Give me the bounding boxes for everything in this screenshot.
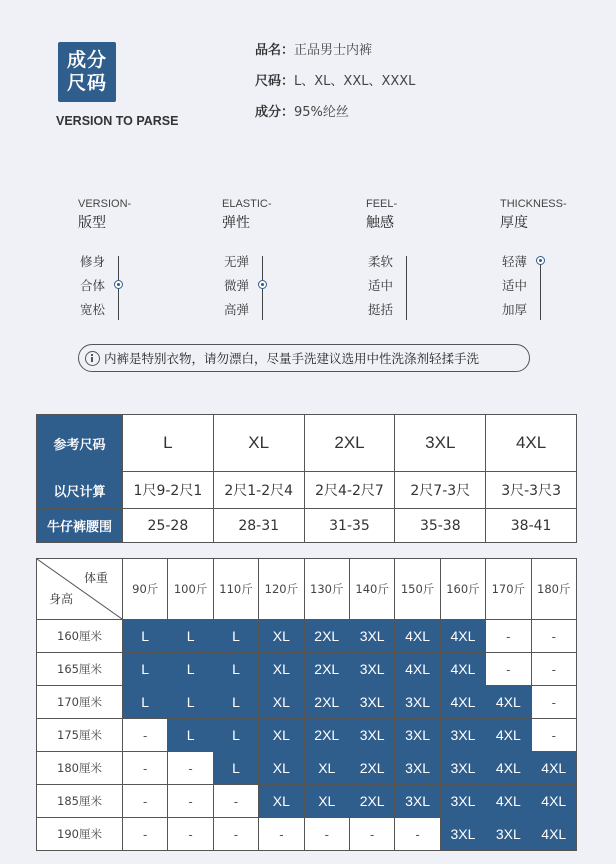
- fit-cell: 3XL: [440, 719, 485, 752]
- fit-cell: 3XL: [395, 752, 440, 785]
- fit-cell: -: [259, 818, 304, 851]
- weight-header: 100斤: [168, 559, 213, 620]
- fit-cell: 3XL: [395, 785, 440, 818]
- fit-cell: -: [486, 620, 531, 653]
- fit-cell: 2XL: [304, 653, 349, 686]
- scale-option: 轻薄: [502, 254, 528, 269]
- table-cell: 38-41: [486, 509, 577, 543]
- scale-track: [540, 256, 541, 320]
- fit-cell: XL: [259, 752, 304, 785]
- table-cell: 28-31: [213, 509, 304, 543]
- fit-chart-table: [36, 558, 577, 851]
- fit-cell: XL: [304, 785, 349, 818]
- care-notice: [78, 344, 530, 372]
- table-header-row: [37, 559, 577, 620]
- fit-cell: -: [213, 785, 258, 818]
- scale-option: 适中: [368, 278, 394, 293]
- scale-option: 加厚: [502, 302, 528, 317]
- scale-track: [406, 256, 407, 320]
- fit-cell: 4XL: [440, 686, 485, 719]
- fit-cell: 3XL: [395, 719, 440, 752]
- feature-cn-label: 厚度: [500, 215, 528, 231]
- feature-heading: [366, 198, 397, 232]
- fit-cell: -: [531, 620, 576, 653]
- weight-header: 130斤: [304, 559, 349, 620]
- table-row: [37, 686, 577, 719]
- fit-cell: XL: [259, 785, 304, 818]
- feature-cn-label: 触感: [366, 215, 394, 231]
- diagonal-divider: [37, 559, 122, 619]
- scale-option: 微弹: [224, 278, 250, 293]
- fit-cell: 3XL: [440, 752, 485, 785]
- scale-option: 适中: [502, 278, 528, 293]
- weight-header: 120斤: [259, 559, 304, 620]
- fit-cell: 4XL: [486, 686, 531, 719]
- fit-cell: L: [213, 620, 258, 653]
- fit-cell: -: [123, 752, 168, 785]
- fit-cell: 4XL: [531, 785, 576, 818]
- fit-cell: L: [123, 653, 168, 686]
- fit-cell: -: [168, 752, 213, 785]
- fit-cell: -: [531, 686, 576, 719]
- weight-header: 90斤: [123, 559, 168, 620]
- logo-line-1: 成分: [66, 49, 107, 71]
- weight-header: 150斤: [395, 559, 440, 620]
- weight-header: 180斤: [531, 559, 576, 620]
- fit-cell: XL: [304, 752, 349, 785]
- table-cell: 2XL: [304, 415, 395, 472]
- weight-header: 160斤: [440, 559, 485, 620]
- fit-cell: -: [304, 818, 349, 851]
- scale-option: 挺括: [368, 302, 394, 317]
- fit-cell: 4XL: [395, 653, 440, 686]
- table-row: [37, 620, 577, 653]
- fit-cell: 4XL: [440, 620, 485, 653]
- fit-cell: 3XL: [395, 686, 440, 719]
- fit-cell: 3XL: [440, 785, 485, 818]
- fit-cell: 3XL: [440, 818, 485, 851]
- logo-subtitle: VERSION TO PARSE: [56, 114, 179, 128]
- weight-header: 110斤: [213, 559, 258, 620]
- table-cell: 4XL: [486, 415, 577, 472]
- feature-en-label: THICKNESS-: [500, 198, 567, 210]
- fit-cell: -: [349, 818, 394, 851]
- fit-cell: 4XL: [395, 620, 440, 653]
- fit-cell: -: [531, 719, 576, 752]
- info-sizes: 尺码：L、XL、XXL、XXXL: [255, 74, 416, 89]
- scale-option: 宽松: [80, 302, 106, 317]
- fit-cell: -: [168, 785, 213, 818]
- size-reference-table: [36, 414, 577, 543]
- fit-cell: XL: [259, 653, 304, 686]
- feature-heading: [78, 198, 131, 232]
- table-row: [37, 653, 577, 686]
- height-row-label: 185厘米: [37, 785, 123, 818]
- fit-cell: -: [123, 719, 168, 752]
- table-row: [37, 785, 577, 818]
- table-row: [37, 818, 577, 851]
- height-row-label: 165厘米: [37, 653, 123, 686]
- fit-cell: 4XL: [486, 752, 531, 785]
- fit-cell: L: [168, 653, 213, 686]
- table-cell: 25-28: [123, 509, 214, 543]
- table-cell: 3XL: [395, 415, 486, 472]
- fit-cell: -: [486, 653, 531, 686]
- fit-cell: 3XL: [349, 686, 394, 719]
- logo-line-2: 尺码: [66, 72, 107, 94]
- scale-option: 无弹: [224, 254, 250, 269]
- fit-cell: 2XL: [349, 752, 394, 785]
- scale-marker-icon: [114, 280, 123, 289]
- fit-cell: L: [168, 686, 213, 719]
- scale-marker-icon: [258, 280, 267, 289]
- height-row-label: 175厘米: [37, 719, 123, 752]
- fit-cell: 4XL: [440, 653, 485, 686]
- fit-cell: -: [213, 818, 258, 851]
- table-cell: 1尺9-2尺1: [123, 472, 214, 509]
- height-row-label: 190厘米: [37, 818, 123, 851]
- fit-cell: -: [168, 818, 213, 851]
- fit-cell: 2XL: [349, 785, 394, 818]
- weight-header: 170斤: [486, 559, 531, 620]
- table-cell: 35-38: [395, 509, 486, 543]
- fit-cell: 2XL: [304, 719, 349, 752]
- feature-cn-label: 版型: [78, 215, 106, 231]
- fit-cell: L: [213, 653, 258, 686]
- fit-cell: -: [395, 818, 440, 851]
- fit-cell: 3XL: [486, 818, 531, 851]
- fit-cell: 4XL: [531, 818, 576, 851]
- info-material: 成分：95%纶丝: [255, 105, 349, 120]
- feature-en-label: FEEL-: [366, 198, 398, 210]
- table-cell: 2尺1-2尺4: [213, 472, 304, 509]
- table-cell: XL: [213, 415, 304, 472]
- info-icon: [85, 351, 100, 366]
- fit-cell: 3XL: [349, 653, 394, 686]
- fit-cell: 3XL: [349, 620, 394, 653]
- fit-cell: 4XL: [531, 752, 576, 785]
- fit-cell: L: [213, 752, 258, 785]
- fit-cell: -: [123, 818, 168, 851]
- table-row: [37, 472, 577, 509]
- weight-header: 140斤: [349, 559, 394, 620]
- weight-label: 体重: [83, 571, 108, 585]
- height-label: 身高: [49, 592, 74, 606]
- fit-cell: L: [168, 620, 213, 653]
- row-header: 参考尺码: [37, 415, 123, 472]
- height-row-label: 160厘米: [37, 620, 123, 653]
- table-row: [37, 509, 577, 543]
- fit-cell: -: [123, 785, 168, 818]
- fit-cell: 2XL: [304, 686, 349, 719]
- table-cell: 2尺4-2尺7: [304, 472, 395, 509]
- table-row: [37, 415, 577, 472]
- table-cell: 3尺-3尺3: [486, 472, 577, 509]
- fit-cell: XL: [259, 686, 304, 719]
- height-row-label: 180厘米: [37, 752, 123, 785]
- table-row: [37, 719, 577, 752]
- fit-cell: L: [213, 719, 258, 752]
- fit-cell: XL: [259, 620, 304, 653]
- fit-cell: 2XL: [304, 620, 349, 653]
- scale-marker-icon: [536, 256, 545, 265]
- care-notice-text: 内裤是特别衣物，请勿漂白，尽量手洗建议选用中性洗涤剂轻揉手洗: [104, 351, 480, 366]
- feature-heading: [500, 198, 567, 232]
- scale-option: 柔软: [368, 254, 394, 269]
- feature-en-label: VERSION-: [78, 198, 132, 210]
- height-row-label: 170厘米: [37, 686, 123, 719]
- table-cell: 31-35: [304, 509, 395, 543]
- row-header: 以尺计算: [37, 472, 123, 509]
- fit-cell: 4XL: [486, 719, 531, 752]
- feature-heading: [222, 198, 272, 232]
- corner-header: [37, 559, 123, 620]
- fit-cell: L: [123, 620, 168, 653]
- fit-cell: 3XL: [349, 719, 394, 752]
- fit-cell: L: [168, 719, 213, 752]
- table-cell: 2尺7-3尺: [395, 472, 486, 509]
- feature-en-label: ELASTIC-: [222, 198, 272, 210]
- fit-cell: -: [531, 653, 576, 686]
- scale-option: 合体: [80, 278, 106, 293]
- feature-cn-label: 弹性: [222, 215, 250, 231]
- row-header: 牛仔裤腰围: [37, 509, 123, 543]
- info-product-name: 品名：正品男士内裤: [255, 43, 373, 58]
- feature-scale: [224, 252, 294, 322]
- fit-cell: XL: [259, 719, 304, 752]
- table-cell: L: [123, 415, 214, 472]
- feature-scale: [502, 252, 572, 322]
- scale-option: 高弹: [224, 302, 250, 317]
- fit-cell: L: [213, 686, 258, 719]
- feature-scale: [368, 252, 438, 322]
- fit-cell: 4XL: [486, 785, 531, 818]
- table-row: [37, 752, 577, 785]
- logo-badge: [58, 42, 116, 102]
- fit-cell: L: [123, 686, 168, 719]
- scale-option: 修身: [80, 254, 106, 269]
- feature-scale: [80, 252, 150, 322]
